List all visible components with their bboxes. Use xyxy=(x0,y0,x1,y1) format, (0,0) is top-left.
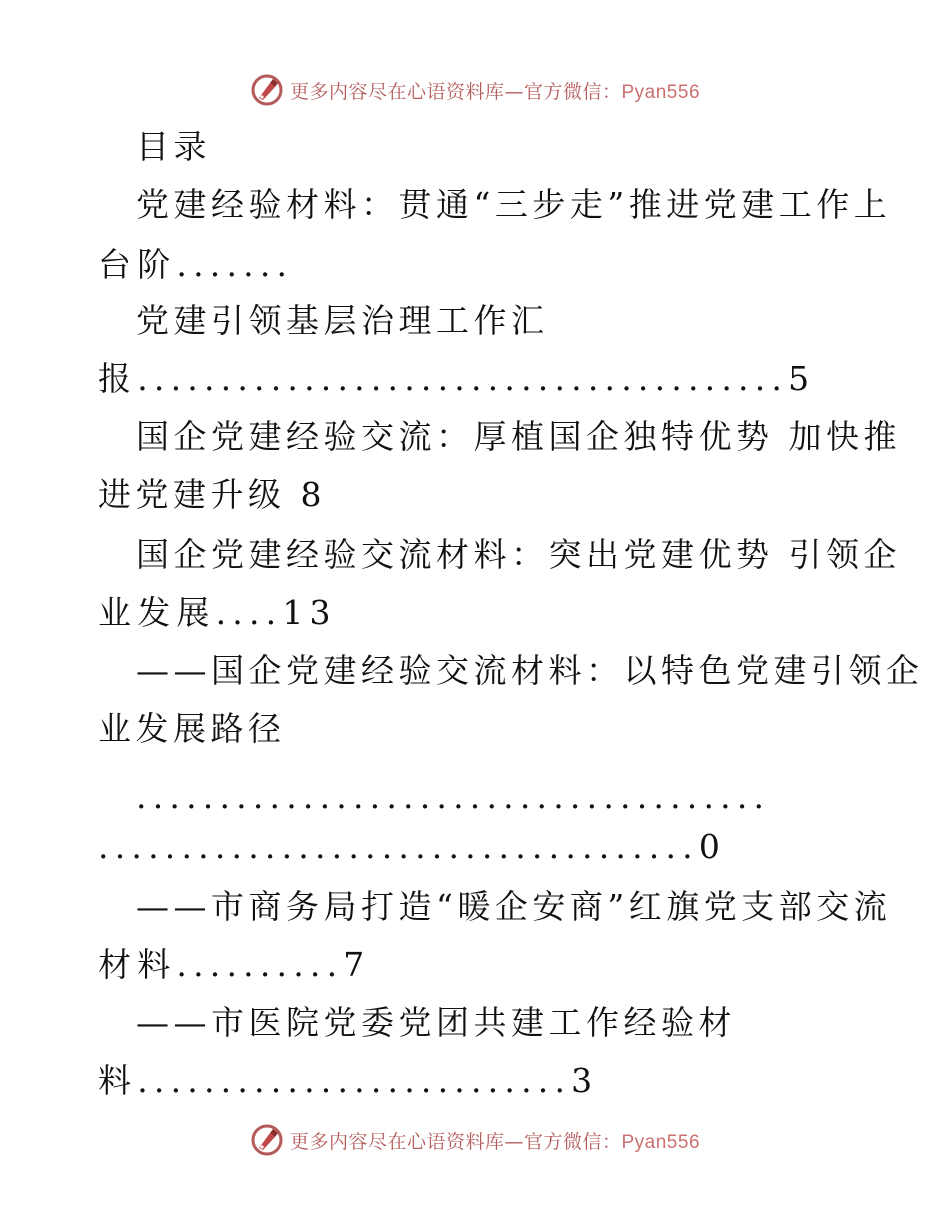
toc-entry-line: ——市医院党委党团共建工作经验材 xyxy=(136,1003,736,1042)
toc-dot-leader: ....................................0 xyxy=(98,827,727,866)
pen-nib-logo-icon xyxy=(250,1123,284,1157)
toc-entry-line: 进党建升级 8 xyxy=(98,475,326,514)
toc-entry-line: 料..........................3 xyxy=(98,1061,599,1100)
toc-entry-line: ——市商务局打造“暖企安商”红旗党支部交流 xyxy=(136,887,892,926)
toc-entry-line: 国企党建经验交流：厚植国企独特优势 加快推 xyxy=(136,417,901,456)
toc-entry-line: 业发展....13 xyxy=(98,593,337,632)
pen-nib-logo-icon xyxy=(250,73,284,107)
toc-entry-line: 业发展路径 xyxy=(98,709,286,748)
banner-wechat-id: Pyan556 xyxy=(621,81,701,103)
toc-entry-line: 报.......................................5 xyxy=(98,359,816,398)
toc-entry-line: 台阶....... xyxy=(98,245,294,284)
banner-wechat-id: Pyan556 xyxy=(621,1131,701,1153)
toc-dot-leader: ...................................... xyxy=(136,777,771,816)
toc-entry-line: 材料..........7 xyxy=(98,945,371,984)
toc-entry-line: 国企党建经验交流材料：突出党建优势 引领企 xyxy=(136,535,901,574)
footer-watermark-banner xyxy=(0,1120,950,1160)
header-watermark-banner xyxy=(0,70,950,110)
banner-text: 更多内容尽在心语资料库—官方微信：Pyan556 xyxy=(289,80,701,103)
toc-entry-line: ——国企党建经验交流材料：以特色党建引领企 xyxy=(136,651,924,690)
banner-text: 更多内容尽在心语资料库—官方微信：Pyan556 xyxy=(289,1130,701,1153)
toc-entry-line: 党建经验材料：贯通“三步走”推进党建工作上 xyxy=(136,185,892,224)
toc-entry-line: 党建引领基层治理工作汇 xyxy=(136,301,549,340)
toc-heading: 目录 xyxy=(136,127,211,166)
